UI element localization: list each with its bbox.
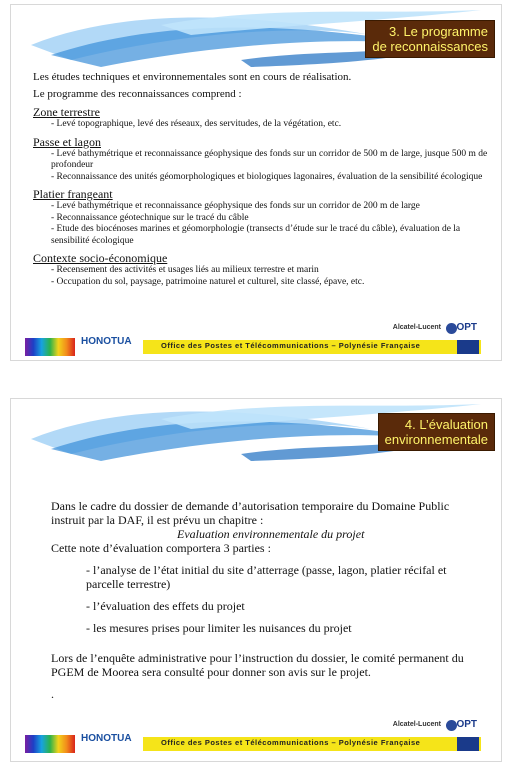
opt-arrow-icon [457,340,479,354]
section-heading: Platier frangeant [33,187,113,201]
title-line-1: 3. Le programme [389,24,488,39]
section-heading: Contexte socio-économique [33,251,168,265]
chapter-title: Evaluation environnementale du projet [177,527,365,541]
slide-footer [11,324,501,360]
list-item: - Levé bathymétrique et reconnaissance géophysique des fonds sur un corridor de 500 m de large, jusque 500 m de profondeur [51,148,488,170]
slide-programme [10,4,502,361]
title-line-2: environnementale [384,432,488,447]
intro-text: Les études techniques et environnementales sont en cours de réalisation. [33,71,352,83]
body-paragraph: Lors de l’enquête administrative pour l’instruction du dossier, le comité permanent du PGEM de Moorea sera consulté pour donner son avis sur le projet. [51,651,464,679]
slide-evaluation [10,398,502,762]
list-item: - Levé bathymétrique et reconnaissance géophysique des fonds sur un corridor de 200 m de large [51,201,420,211]
list-item: - l’analyse de l’état initial du site d’atterrage (passe, lagon, platier récifal et parcelle terrestre) [86,563,447,591]
list-item: - les mesures prises pour limiter les nuisances du projet [86,621,352,635]
opt-arrow-icon [457,737,479,751]
list-item: - l’évaluation des effets du projet [86,599,245,613]
opt-logo: OPT [456,719,477,730]
office-text: Office des Postes et Télécommunications – Polynésie Française [161,738,421,747]
list-item: - Reconnaissance géotechnique sur le tracé du câble [51,212,249,223]
body-paragraph: Cette note d’évaluation comportera 3 parties : [51,541,271,555]
slide-footer [11,721,501,757]
section-heading: Zone terrestre [33,105,100,119]
rainbow-stripe [25,338,75,356]
alcatel-logo: Alcatel-Lucent [392,721,441,728]
honotua-logo: HONOTUA [81,733,132,744]
dot-marker: . [51,687,54,701]
rainbow-stripe [25,735,75,753]
slide-title [365,20,495,58]
body-paragraph: Dans le cadre du dossier de demande d’autorisation temporaire du Domaine Public instruit par la DAF, il est prévu un chapitre : [51,499,450,527]
list-item: - Recensement des activités et usages liés au milieux terrestre et marin [51,265,319,275]
list-item: - Reconnaissance des unités géomorphologiques et biologiques lagonaires, évaluation de la sensibilité écologique [51,171,483,182]
opt-logo: OPT [456,322,477,333]
list-item: - Occupation du sol, paysage, patrimoine naturel et culturel, site classé, épave, etc. [51,276,365,287]
list-item: - Levé topographique, levé des réseaux, des servitudes, de la végétation, etc. [51,119,342,129]
list-item: - Etude des biocénoses marines et géomorphologie (transects d’étude sur le tracé du câble), évaluation de la sensibilité écologique [51,224,461,246]
section-heading: Passe et lagon [33,134,101,149]
slide-body [33,71,488,288]
office-text: Office des Postes et Télécommunications – Polynésie Française [161,341,421,350]
alcatel-icon [446,323,457,334]
slide-title [378,413,495,451]
alcatel-icon [446,720,457,731]
title-line-1: 4. L’évaluation [404,417,488,432]
slide-body [51,499,481,701]
honotua-logo: HONOTUA [81,336,132,347]
intro-text: Le programme des reconnaissances comprend : [33,88,242,100]
title-line-2: de reconnaissances [372,39,488,54]
alcatel-logo: Alcatel-Lucent [392,324,441,331]
